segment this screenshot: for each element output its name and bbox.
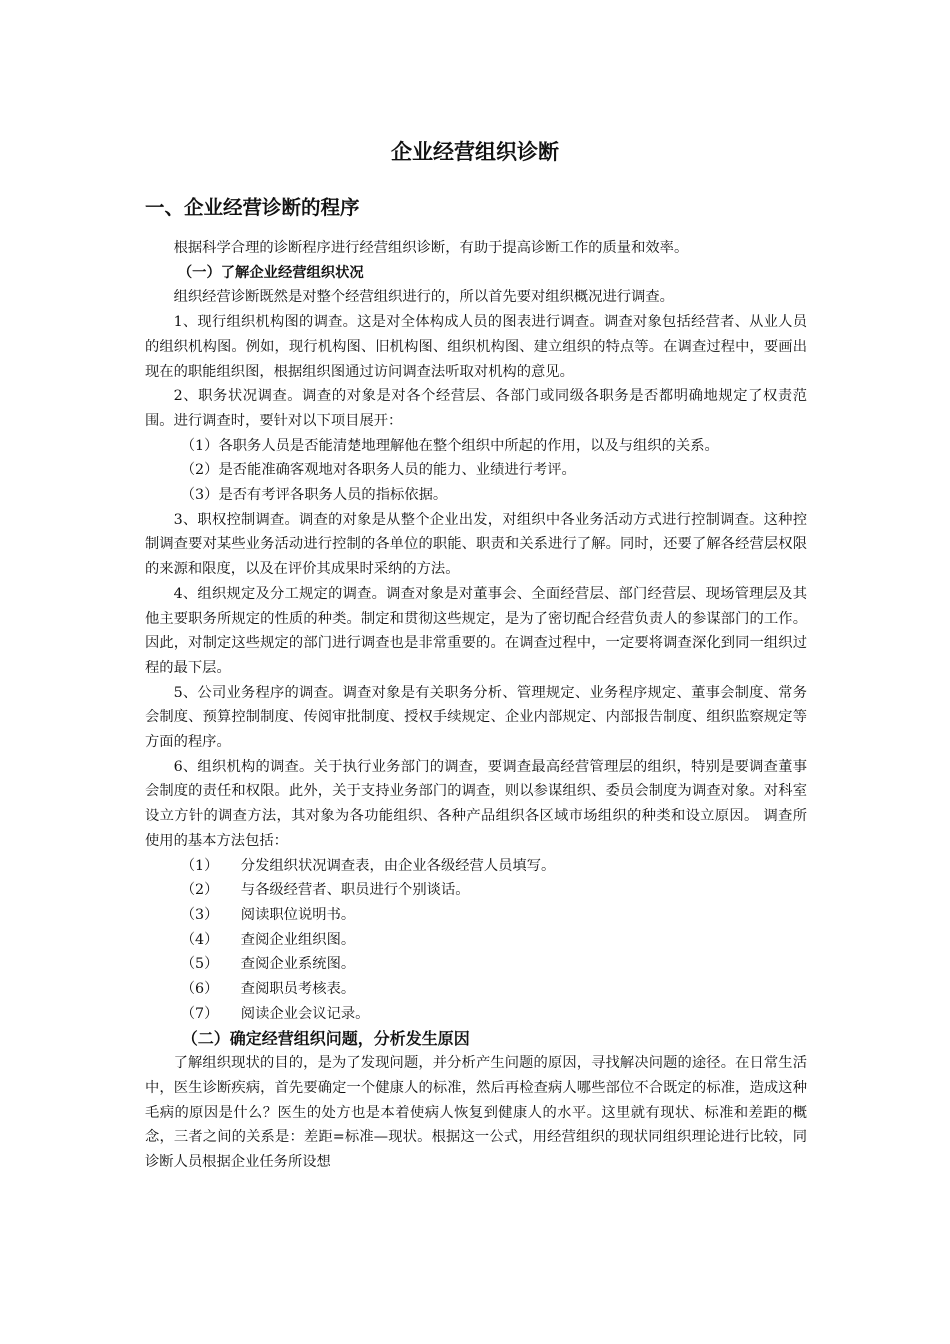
method-item [145,1002,807,1027]
subsection-heading-1: （一）了解企业经营组织状况 [177,264,364,281]
method-number: （2） [180,882,219,899]
list-item: （2）是否能准确客观地对各职务人员的能力、业绩进行考评。 [180,462,576,479]
paragraph-org-chart: 1、现行组织机构图的调查。这是对全体构成人员的图表进行调查。调查对象包括经营者、从业人员的组织机构图。例如，现行机构图、旧机构图、组织机构图、建立组织的特点等。在调查过程中，要画出现在的职能组织图，根据组织图通过访问调查法听取对机构的意见。 [145,314,807,380]
method-text: 阅读职位说明书。 [240,906,356,923]
paragraph-problem-analysis: 了解组织现状的目的，是为了发现问题，并分析产生问题的原因，寻找解决问题的途径。在日常生活中，医生诊断疾病，首先要确定一个健康人的标准，然后再检查病人哪些部位不合既定的标准，造成这种毛病的原因是什么？医生的处方也是本着使病人恢复到健康人的水平。这里就有现状、标准和差距的概念，三者之间的关系是：差距=标准—现状。根据这一公式，用经营组织的现状同组织理论进行比较，同诊断人员根据企业任务所设想 [145,1055,807,1171]
method-number: （4） [180,931,219,948]
method-item [145,854,807,879]
paragraph-business-procedure: 5、公司业务程序的调查。调查对象是有关职务分析、管理规定、业务程序规定、董事会制度、常务会制度、预算控制制度、传阅审批制度、授权手续规定、企业内部规定、内部报告制度、组织监察规定等方面的程序。 [145,684,807,751]
method-text: 阅读企业会议记录。 [240,1005,370,1022]
method-item [145,878,807,903]
method-item [145,928,807,953]
paragraph-authority-control: 3、职权控制调查。调查的对象是从整个企业出发，对组织中各业务活动方式进行控制调查。这种控制调查要对某些业务活动进行控制的各单位的职能、职责和关系进行了解。同时，还要了解各经营层权限的来源和限度，以及在评价其成果时采纳的方法。 [145,511,807,578]
list-item: （1）各职务人员是否能清楚地理解他在整个组织中所起的作用，以及与组织的关系。 [180,437,719,454]
method-text: 分发组织状况调查表，由企业各级经营人员填写。 [240,857,556,874]
section-heading-procedure: 一、企业经营诊断的程序 [145,196,360,219]
method-item [145,952,807,977]
document-title: 企业经营组织诊断 [391,140,559,164]
document-body [145,236,807,1175]
method-text: 查阅企业组织图。 [240,931,356,948]
method-item [145,903,807,928]
paragraph-org-structure: 6、组织机构的调查。关于执行业务部门的调查，要调查最高经营管理层的组织，特别是要调查董事会制度的责任和权限。此外，关于支持业务部门的调查，则以参谋组织、委员会制度为调查对象。对科室设立方针的调查方法，其对象为各功能组织、各种产品组织各区域市场组织的种类和设立原因。 调查所使用的基本方法包括： [145,758,807,849]
method-number: （3） [180,906,219,923]
method-number: （1） [180,857,219,874]
method-text: 与各级经营者、职员进行个别谈话。 [240,882,470,899]
subsection-heading-2: （二）确定经营组织问题，分析发生原因 [181,1028,470,1048]
paragraph: 组织经营诊断既然是对整个经营组织进行的，所以首先要对组织概况进行调查。 [173,289,674,306]
intro-paragraph: 根据科学合理的诊断程序进行经营组织诊断，有助于提高诊断工作的质量和效率。 [173,240,689,256]
method-number: （5） [180,956,219,973]
method-text: 查阅职员考核表。 [240,981,356,998]
method-number: （6） [180,981,219,998]
paragraph-duty-status: 2、职务状况调查。调查的对象是对各个经营层、各部门或同级各职务是否都明确地规定了权责范围。进行调查时，要针对以下项目展开： [145,388,807,429]
paragraph-regulations: 4、组织规定及分工规定的调查。调查对象是对董事会、全面经营层、部门经营层、现场管理层及其他主要职务所规定的性质的种类。制定和贯彻这些规定，是为了密切配合经营负责人的参谋部门的工作。因此，对制定这些规定的部门进行调查也是非常重要的。在调查过程中，一定要将调查深化到同一组织过程的最下层。 [145,585,807,676]
method-text: 查阅企业系统图。 [240,956,356,973]
method-item [145,977,807,1002]
method-number: （7） [180,1005,219,1022]
list-item: （3）是否有考评各职务人员的指标依据。 [180,487,448,504]
